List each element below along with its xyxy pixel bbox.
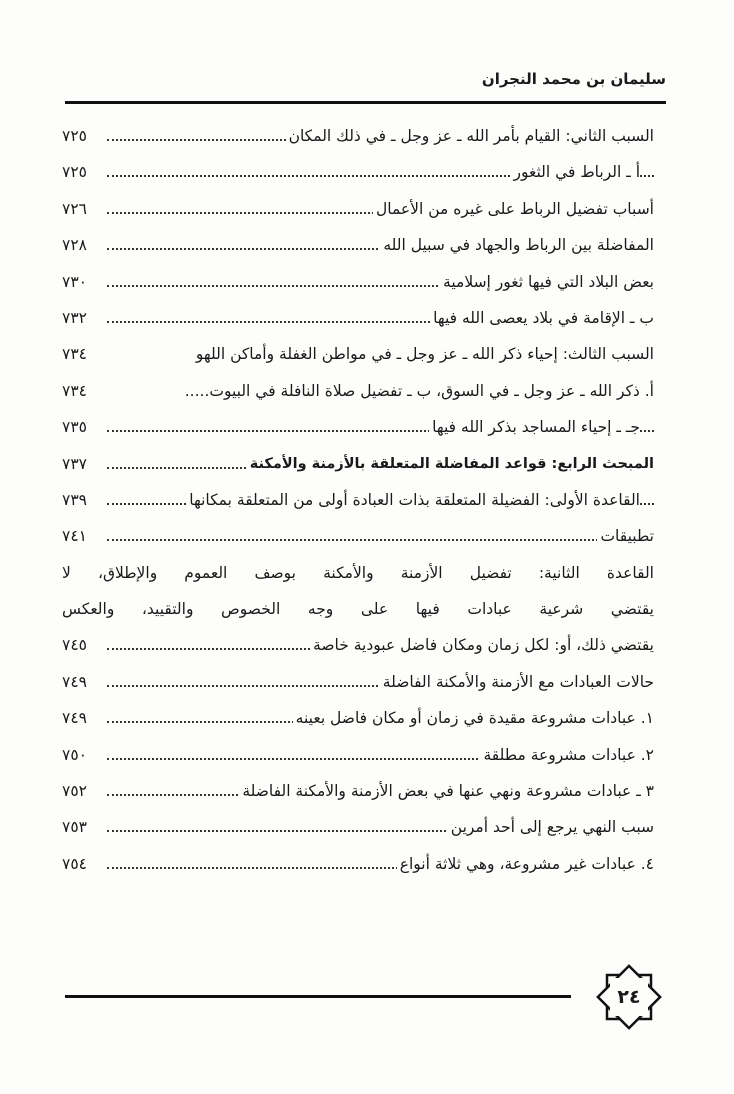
toc-entry-page: ٧٣٤	[62, 336, 90, 372]
page-footer	[65, 960, 666, 1030]
toc-entry	[62, 118, 654, 154]
toc-section-heading	[62, 446, 654, 482]
toc-entry	[62, 373, 654, 409]
toc-entry-page: ٧٢٥	[62, 118, 90, 154]
toc-entry-title: تطبيقات	[597, 518, 654, 554]
toc-entry-title: يقتضي ذلك، أو: لكل زمان ومكان فاضل عبودية خاصة	[310, 627, 654, 663]
toc-entry	[62, 227, 654, 263]
toc-entry-title: جـ ـ إحياء المساجد بذكر الله فيها	[429, 409, 640, 445]
toc-entry	[62, 809, 654, 845]
toc-entry-page: ٧٢٥	[62, 154, 90, 190]
toc-entry-title: أ ـ الرباط في الثغور	[510, 154, 640, 190]
toc-entry-page: ٧٣٧	[62, 446, 90, 482]
leader-dots	[107, 539, 654, 541]
toc-entry-page: ٧٤٩	[62, 664, 90, 700]
toc-entry-page: ٧٣٤	[62, 373, 90, 409]
toc-entry	[62, 846, 654, 882]
toc-entry-title: سبب النهي يرجع إلى أحد أمرين	[448, 809, 654, 845]
header-author: سليمان بن محمد النجران	[481, 70, 666, 88]
toc-entry-page: ٧٣٠	[62, 264, 90, 300]
toc-entry	[62, 700, 654, 736]
header-rule	[65, 101, 666, 104]
toc-entry	[62, 300, 654, 336]
toc-entry-title: يقتضي شرعية عبادات فيها على وجه الخصوص والتقييد، والعكس	[62, 591, 654, 627]
toc-entry-page: ٧٤٥	[62, 627, 90, 663]
toc-entry	[62, 664, 654, 700]
toc-entry-page: ٧٤١	[62, 518, 90, 554]
toc-entry-page: ٧٢٨	[62, 227, 90, 263]
toc-entry-page: ٧٥٠	[62, 737, 90, 773]
toc-entry-title: السبب الثالث: إحياء ذكر الله ـ عز وجل ـ في مواطن الغفلة وأماكن اللهو	[193, 336, 654, 372]
toc-entry-title: المفاضلة بين الرباط والجهاد في سبيل الله	[380, 227, 654, 263]
toc-entry	[62, 409, 654, 445]
toc-entry-title: حالات العبادات مع الأزمنة والأمكنة الفاضلة	[380, 664, 654, 700]
running-header	[65, 70, 666, 104]
toc-entry-title: ١. عبادات مشروعة مقيدة في زمان أو مكان فاضل بعينه	[293, 700, 654, 736]
toc-entry-continued	[62, 591, 654, 627]
toc-entry	[62, 773, 654, 809]
toc-entry	[62, 154, 654, 190]
toc-entry-page: ٧٥٤	[62, 846, 90, 882]
toc-entry-title: ب ـ الإقامة في بلاد يعصى الله فيها	[430, 300, 654, 336]
toc-entry-title: ٤. عبادات غير مشروعة، وهي ثلاثة أنواع	[397, 846, 654, 882]
toc-entry-title: بعض البلاد التي فيها ثغور إسلامية	[440, 264, 654, 300]
toc-entry-page: ٧٣٥	[62, 409, 90, 445]
toc-entry-title: أ. ذكر الله ـ عز وجل ـ في السوق، ب ـ تفضيل صلاة النافلة في البيوت.....	[182, 373, 654, 409]
toc-entry-page: ٧٣٩	[62, 482, 90, 518]
toc-entry	[62, 191, 654, 227]
toc-entry-page: ٧٥٣	[62, 809, 90, 845]
toc-entry-page: ٧٤٩	[62, 700, 90, 736]
toc-entry-continued	[62, 555, 654, 591]
footer-rule	[65, 995, 571, 998]
toc-entry-title: ٢. عبادات مشروعة مطلقة	[480, 737, 654, 773]
toc-entry	[62, 737, 654, 773]
toc-entry-page: ٧٥٢	[62, 773, 90, 809]
toc-entry-title: السبب الثاني: القيام بأمر الله ـ عز وجل ـ في ذلك المكان	[286, 118, 654, 154]
toc-entry-page: ٧٣٢	[62, 300, 90, 336]
toc-entry	[62, 518, 654, 554]
table-of-contents	[62, 118, 654, 882]
page-number: ٢٤	[617, 986, 641, 1008]
toc-entry-title: ٣ ـ عبادات مشروعة ونهي عنها في بعض الأزمنة والأمكنة الفاضلة	[239, 773, 654, 809]
toc-entry-title: القاعدة الأولى: الفضيلة المتعلقة بذات العبادة أولى من المتعلقة بمكانها	[186, 482, 640, 518]
toc-entry-title: القاعدة الثانية: تفضيل الأزمنة والأمكنة بوصف العموم والإطلاق، لا	[62, 555, 654, 591]
toc-entry	[62, 627, 654, 663]
toc-entry-title: أسباب تفضيل الرباط على غيره من الأعمال	[373, 191, 654, 227]
toc-entry	[62, 264, 654, 300]
toc-entry-title: المبحث الرابع: قواعد المفاضلة المتعلقة بالأزمنة والأمكنة	[247, 446, 654, 482]
toc-entry	[62, 482, 654, 518]
toc-entry-page: ٧٢٦	[62, 191, 90, 227]
toc-entry	[62, 336, 654, 372]
